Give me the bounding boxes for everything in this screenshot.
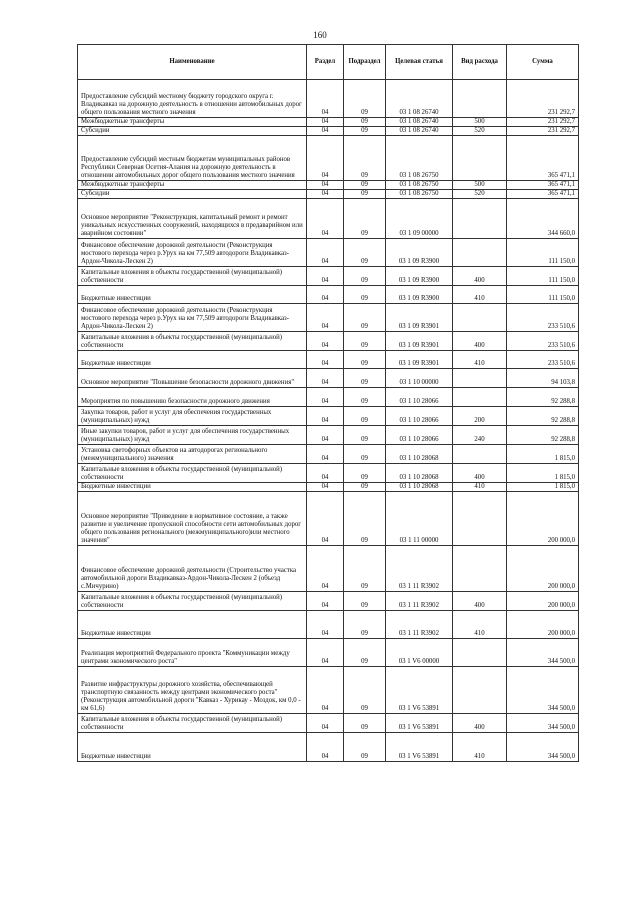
cell-amount: 344 500,0: [507, 733, 579, 762]
cell-subsection: 09: [344, 426, 386, 445]
cell-name: Межбюджетные трансферты: [78, 181, 307, 190]
cell-expense-type: [453, 136, 507, 181]
cell-subsection: 09: [344, 181, 386, 190]
cell-section: 04: [307, 592, 344, 611]
table-row: [78, 483, 579, 492]
cell-target: 03 1 08 26750: [386, 190, 453, 199]
table-row: [78, 639, 579, 667]
cell-expense-type: 400: [453, 714, 507, 733]
cell-expense-type: [453, 388, 507, 407]
table-row: [78, 190, 579, 199]
table-row: [78, 592, 579, 611]
cell-section: 04: [307, 464, 344, 483]
table-body: [78, 80, 579, 762]
cell-subsection: 09: [344, 127, 386, 136]
cell-target: 03 1 V6 53891: [386, 714, 453, 733]
cell-subsection: 09: [344, 190, 386, 199]
cell-target: 03 1 09 R3901: [386, 332, 453, 351]
table-row: [78, 136, 579, 181]
cell-expense-type: [453, 667, 507, 714]
cell-expense-type: 410: [453, 483, 507, 492]
cell-expense-type: 400: [453, 332, 507, 351]
cell-amount: 344 500,0: [507, 639, 579, 667]
cell-expense-type: 400: [453, 267, 507, 286]
cell-target: 03 1 11 00000: [386, 492, 453, 546]
header-amount: Сумма: [507, 45, 579, 80]
cell-name: Мероприятия по повышению безопасности дорожного движения: [78, 388, 307, 407]
cell-subsection: 09: [344, 286, 386, 304]
cell-subsection: 09: [344, 332, 386, 351]
cell-subsection: 09: [344, 369, 386, 388]
budget-table: [77, 44, 579, 762]
table-row: [78, 388, 579, 407]
cell-section: 04: [307, 369, 344, 388]
cell-name: Капитальные вложения в объекты государственной (муниципальной) собственности: [78, 714, 307, 733]
cell-subsection: 09: [344, 407, 386, 426]
cell-expense-type: 410: [453, 286, 507, 304]
table-row: [78, 199, 579, 239]
cell-amount: 111 150,0: [507, 239, 579, 267]
table-row: [78, 426, 579, 445]
cell-expense-type: 520: [453, 190, 507, 199]
cell-section: 04: [307, 483, 344, 492]
cell-name: Капитальные вложения в объекты государственной (муниципальной) собственности: [78, 332, 307, 351]
table-row: [78, 118, 579, 127]
cell-expense-type: [453, 492, 507, 546]
cell-amount: 231 292,7: [507, 80, 579, 118]
cell-subsection: 09: [344, 546, 386, 592]
cell-amount: 365 471,1: [507, 136, 579, 181]
cell-amount: 111 150,0: [507, 267, 579, 286]
cell-target: 03 1 11 R3902: [386, 546, 453, 592]
table-row: [78, 714, 579, 733]
cell-name: Основное мероприятие "Приведение в нормативное состояние, а также развитие и увеличение пропускной способности сети автомобильных дорог общего пользования регионального (межмуниципального)или местного значения": [78, 492, 307, 546]
cell-target: 03 1 08 26740: [386, 80, 453, 118]
table-row: [78, 127, 579, 136]
cell-target: 03 1 10 28068: [386, 483, 453, 492]
table-row: [78, 733, 579, 762]
cell-amount: 231 292,7: [507, 127, 579, 136]
cell-expense-type: [453, 546, 507, 592]
cell-name: Межбюджетные трансферты: [78, 118, 307, 127]
cell-amount: 365 471,1: [507, 190, 579, 199]
cell-target: 03 1 09 R3900: [386, 286, 453, 304]
table-header-row: [78, 45, 579, 80]
cell-name: Капитальные вложения в объекты государственной (муниципальной) собственности: [78, 592, 307, 611]
cell-expense-type: 500: [453, 181, 507, 190]
cell-subsection: 09: [344, 667, 386, 714]
header-section: Раздел: [307, 45, 344, 80]
table-row: [78, 611, 579, 639]
cell-expense-type: 410: [453, 611, 507, 639]
cell-amount: 111 150,0: [507, 286, 579, 304]
cell-amount: 231 292,7: [507, 118, 579, 127]
cell-name: Предоставление субсидий местным бюджетам муниципальных районов Республики Северная Осетия-Алания на дорожную деятельность в отношении автомобильных дорог общего пользования местного значения: [78, 136, 307, 181]
table-row: [78, 445, 579, 464]
cell-subsection: 09: [344, 592, 386, 611]
cell-expense-type: 410: [453, 733, 507, 762]
cell-expense-type: [453, 199, 507, 239]
cell-name: Финансовое обеспечение дорожной деятельности (Реконструкция мостового перехода через р.Урух на км 77,509 автодороги Владикавказ-Ардон-Чикола-Лескен 2): [78, 304, 307, 332]
cell-subsection: 09: [344, 388, 386, 407]
cell-section: 04: [307, 239, 344, 267]
table-row: [78, 181, 579, 190]
cell-subsection: 09: [344, 351, 386, 369]
cell-section: 04: [307, 492, 344, 546]
cell-amount: 200 000,0: [507, 492, 579, 546]
header-expense-type: Вид расхода: [453, 45, 507, 80]
cell-target: 03 1 09 R3900: [386, 239, 453, 267]
cell-target: 03 1 10 28066: [386, 426, 453, 445]
cell-name: Бюджетные инвестиции: [78, 611, 307, 639]
cell-name: Капитальные вложения в объекты государственной (муниципальной) собственности: [78, 267, 307, 286]
cell-name: Субсидии: [78, 190, 307, 199]
cell-amount: 200 000,0: [507, 611, 579, 639]
cell-subsection: 09: [344, 267, 386, 286]
cell-subsection: 09: [344, 199, 386, 239]
cell-name: Основное мероприятие "Повышение безопасности дорожного движения": [78, 369, 307, 388]
cell-name: Капитальные вложения в объекты государственной (муниципальной) собственности: [78, 464, 307, 483]
cell-subsection: 09: [344, 118, 386, 127]
cell-name: Иные закупки товаров, работ и услуг для обеспечения государственных (муниципальных) нужд: [78, 426, 307, 445]
cell-name: Субсидии: [78, 127, 307, 136]
cell-amount: 200 000,0: [507, 592, 579, 611]
cell-target: 03 1 10 28066: [386, 388, 453, 407]
cell-target: 03 1 09 00000: [386, 199, 453, 239]
cell-amount: 233 510,6: [507, 304, 579, 332]
cell-target: 03 1 V6 53891: [386, 667, 453, 714]
cell-target: 03 1 08 26740: [386, 127, 453, 136]
cell-amount: 200 000,0: [507, 546, 579, 592]
cell-target: 03 1 V6 53891: [386, 733, 453, 762]
cell-name: Бюджетные инвестиции: [78, 351, 307, 369]
cell-amount: 344 660,0: [507, 199, 579, 239]
cell-target: 03 1 10 00000: [386, 369, 453, 388]
cell-expense-type: 400: [453, 464, 507, 483]
header-name: Наименование: [78, 45, 307, 80]
cell-expense-type: [453, 80, 507, 118]
cell-subsection: 09: [344, 714, 386, 733]
cell-expense-type: [453, 239, 507, 267]
cell-name: Основное мероприятие "Реконструкция, капитальный ремонт и ремонт уникальных искусственных сооружений, находящихся в предаварийном или аварийном состоянии": [78, 199, 307, 239]
cell-target: 03 1 08 26740: [386, 118, 453, 127]
table-row: [78, 239, 579, 267]
table-row: [78, 351, 579, 369]
table-row: [78, 332, 579, 351]
table-row: [78, 304, 579, 332]
cell-name: Бюджетные инвестиции: [78, 733, 307, 762]
cell-section: 04: [307, 639, 344, 667]
cell-expense-type: 520: [453, 127, 507, 136]
table-row: [78, 286, 579, 304]
cell-expense-type: [453, 445, 507, 464]
cell-section: 04: [307, 546, 344, 592]
cell-amount: 92 288,8: [507, 407, 579, 426]
cell-section: 04: [307, 407, 344, 426]
cell-subsection: 09: [344, 304, 386, 332]
cell-amount: 1 815,0: [507, 483, 579, 492]
cell-target: 03 1 08 26750: [386, 136, 453, 181]
cell-section: 04: [307, 304, 344, 332]
cell-target: 03 1 08 26750: [386, 181, 453, 190]
cell-target: 03 1 09 R3901: [386, 351, 453, 369]
table-row: [78, 80, 579, 118]
cell-expense-type: 500: [453, 118, 507, 127]
cell-section: 04: [307, 733, 344, 762]
page-number: 160: [313, 30, 327, 40]
table-row: [78, 546, 579, 592]
cell-section: 04: [307, 351, 344, 369]
cell-subsection: 09: [344, 639, 386, 667]
cell-expense-type: 240: [453, 426, 507, 445]
cell-subsection: 09: [344, 445, 386, 464]
table-row: [78, 267, 579, 286]
cell-amount: 365 471,1: [507, 181, 579, 190]
cell-expense-type: 400: [453, 592, 507, 611]
cell-amount: 92 288,8: [507, 388, 579, 407]
cell-section: 04: [307, 127, 344, 136]
cell-section: 04: [307, 181, 344, 190]
cell-target: 03 1 11 R3902: [386, 611, 453, 639]
cell-section: 04: [307, 199, 344, 239]
cell-section: 04: [307, 190, 344, 199]
cell-amount: 1 815,0: [507, 445, 579, 464]
cell-target: 03 1 V6 00000: [386, 639, 453, 667]
cell-amount: 94 103,8: [507, 369, 579, 388]
cell-amount: 233 510,6: [507, 351, 579, 369]
cell-section: 04: [307, 118, 344, 127]
table-row: [78, 407, 579, 426]
cell-subsection: 09: [344, 492, 386, 546]
cell-name: Развитие инфраструктуры дорожного хозяйства, обеспечивающей транспортную связанность между центрами экономического роста" (Реконструкция автомобильной дороги "Кавказ - Хурикау - Моздок, км 0,0 - км 61,6): [78, 667, 307, 714]
cell-subsection: 09: [344, 464, 386, 483]
cell-amount: 344 500,0: [507, 714, 579, 733]
cell-subsection: 09: [344, 239, 386, 267]
cell-name: Бюджетные инвестиции: [78, 483, 307, 492]
cell-section: 04: [307, 714, 344, 733]
cell-name: Установка светофорных объектов на автодорогах регионального (межмуниципального) значения: [78, 445, 307, 464]
cell-name: Финансовое обеспечение дорожной деятельности (Строительство участка автомобильной дороги Владикавказ-Ардон-Чикола-Лескен 2 (объезд с.Мичурино): [78, 546, 307, 592]
cell-section: 04: [307, 80, 344, 118]
cell-section: 04: [307, 136, 344, 181]
cell-target: 03 1 11 R3902: [386, 592, 453, 611]
cell-expense-type: [453, 369, 507, 388]
table-row: [78, 369, 579, 388]
cell-target: 03 1 10 28068: [386, 445, 453, 464]
cell-section: 04: [307, 426, 344, 445]
cell-subsection: 09: [344, 733, 386, 762]
cell-section: 04: [307, 667, 344, 714]
cell-section: 04: [307, 445, 344, 464]
cell-expense-type: [453, 304, 507, 332]
cell-target: 03 1 10 28068: [386, 464, 453, 483]
cell-name: Предоставление субсидий местному бюджету городского округа г. Владикавказ на дорожную деятельность в отношении автомобильных дорог общего пользования местного значения: [78, 80, 307, 118]
cell-target: 03 1 09 R3900: [386, 267, 453, 286]
cell-section: 04: [307, 267, 344, 286]
header-target: Целевая статья: [386, 45, 453, 80]
cell-subsection: 09: [344, 136, 386, 181]
cell-subsection: 09: [344, 611, 386, 639]
table-row: [78, 667, 579, 714]
cell-subsection: 09: [344, 483, 386, 492]
cell-section: 04: [307, 611, 344, 639]
table-row: [78, 464, 579, 483]
cell-name: Закупка товаров, работ и услуг для обеспечения государственных (муниципальных) нужд: [78, 407, 307, 426]
cell-expense-type: [453, 639, 507, 667]
cell-subsection: 09: [344, 80, 386, 118]
cell-amount: 92 288,8: [507, 426, 579, 445]
cell-name: Бюджетные инвестиции: [78, 286, 307, 304]
cell-amount: 1 815,0: [507, 464, 579, 483]
table-row: [78, 492, 579, 546]
cell-section: 04: [307, 286, 344, 304]
cell-section: 04: [307, 332, 344, 351]
cell-name: Реализация мероприятий Федерального проекта "Коммуникации между центрами экономического роста": [78, 639, 307, 667]
cell-amount: 233 510,6: [507, 332, 579, 351]
cell-expense-type: 200: [453, 407, 507, 426]
header-subsection: Подраздел: [344, 45, 386, 80]
cell-target: 03 1 10 28066: [386, 407, 453, 426]
cell-target: 03 1 09 R3901: [386, 304, 453, 332]
cell-expense-type: 410: [453, 351, 507, 369]
cell-section: 04: [307, 388, 344, 407]
cell-amount: 344 500,0: [507, 667, 579, 714]
cell-name: Финансовое обеспечение дорожной деятельности (Реконструкция мостового перехода через р.Урух на км 77,509 автодороги Владикавказ-Ардон-Чикола-Лескен 2): [78, 239, 307, 267]
